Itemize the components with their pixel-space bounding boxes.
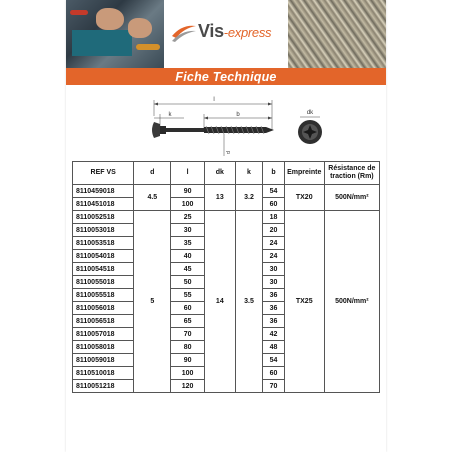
- col-k: k: [235, 162, 263, 185]
- dim-l-label: l: [213, 97, 215, 103]
- table-row: 8110055518 55 36: [73, 289, 380, 302]
- col-l: l: [171, 162, 205, 185]
- page-title: Fiche Technique: [175, 69, 277, 84]
- table-header-row: [73, 162, 380, 185]
- col-b: b: [263, 162, 284, 185]
- screws-photo: [288, 0, 386, 68]
- col-empreinte: Empreinte: [284, 162, 324, 185]
- table-row: 8110056018 60 36: [73, 302, 380, 315]
- table-row: 8110052518 5 25 14 3.5 18 TX25 500N/mm²: [73, 211, 380, 224]
- table-row: 8110053518 35 24: [73, 237, 380, 250]
- table-row: 8110056518 65 36: [73, 315, 380, 328]
- col-d: d: [134, 162, 171, 185]
- title-bar: [66, 68, 386, 85]
- logo-swoosh-icon: [170, 22, 198, 44]
- table-row: 8110459018 4.5 90 13 3.2 54 TX20 500N/mm²: [73, 185, 380, 198]
- technical-sheet: [66, 0, 386, 452]
- table-row: 8110054518 45 30: [73, 263, 380, 276]
- dim-dk-label: dk: [306, 110, 314, 116]
- col-dk: dk: [204, 162, 235, 185]
- spec-table: [72, 161, 380, 393]
- col-rm: Résistance de traction (Rm): [324, 162, 379, 185]
- table-row: 8110057018 70 42: [73, 328, 380, 341]
- dim-k-label: k: [168, 112, 172, 118]
- table-row: 8110053018 30 20: [73, 224, 380, 237]
- col-ref: REF VS: [73, 162, 134, 185]
- brand-name: Vis-express: [198, 21, 272, 41]
- table-row: 8110059018 90 54: [73, 354, 380, 367]
- dim-d-label: d: [226, 151, 232, 154]
- table-row: 8110451018 100 60: [73, 198, 380, 211]
- workshop-photo: [66, 0, 164, 68]
- table-row: 8110051218 120 70: [73, 380, 380, 393]
- header-banner: [66, 0, 386, 68]
- dim-b-label: b: [236, 112, 240, 118]
- table-row: 8110055018 50 30: [73, 276, 380, 289]
- brand-logo: [164, 0, 288, 68]
- table-row: 8110510018 100 60: [73, 367, 380, 380]
- screw-drawing: [66, 90, 386, 162]
- table-row: 8110058018 80 48: [73, 341, 380, 354]
- table-row: 8110054018 40 24: [73, 250, 380, 263]
